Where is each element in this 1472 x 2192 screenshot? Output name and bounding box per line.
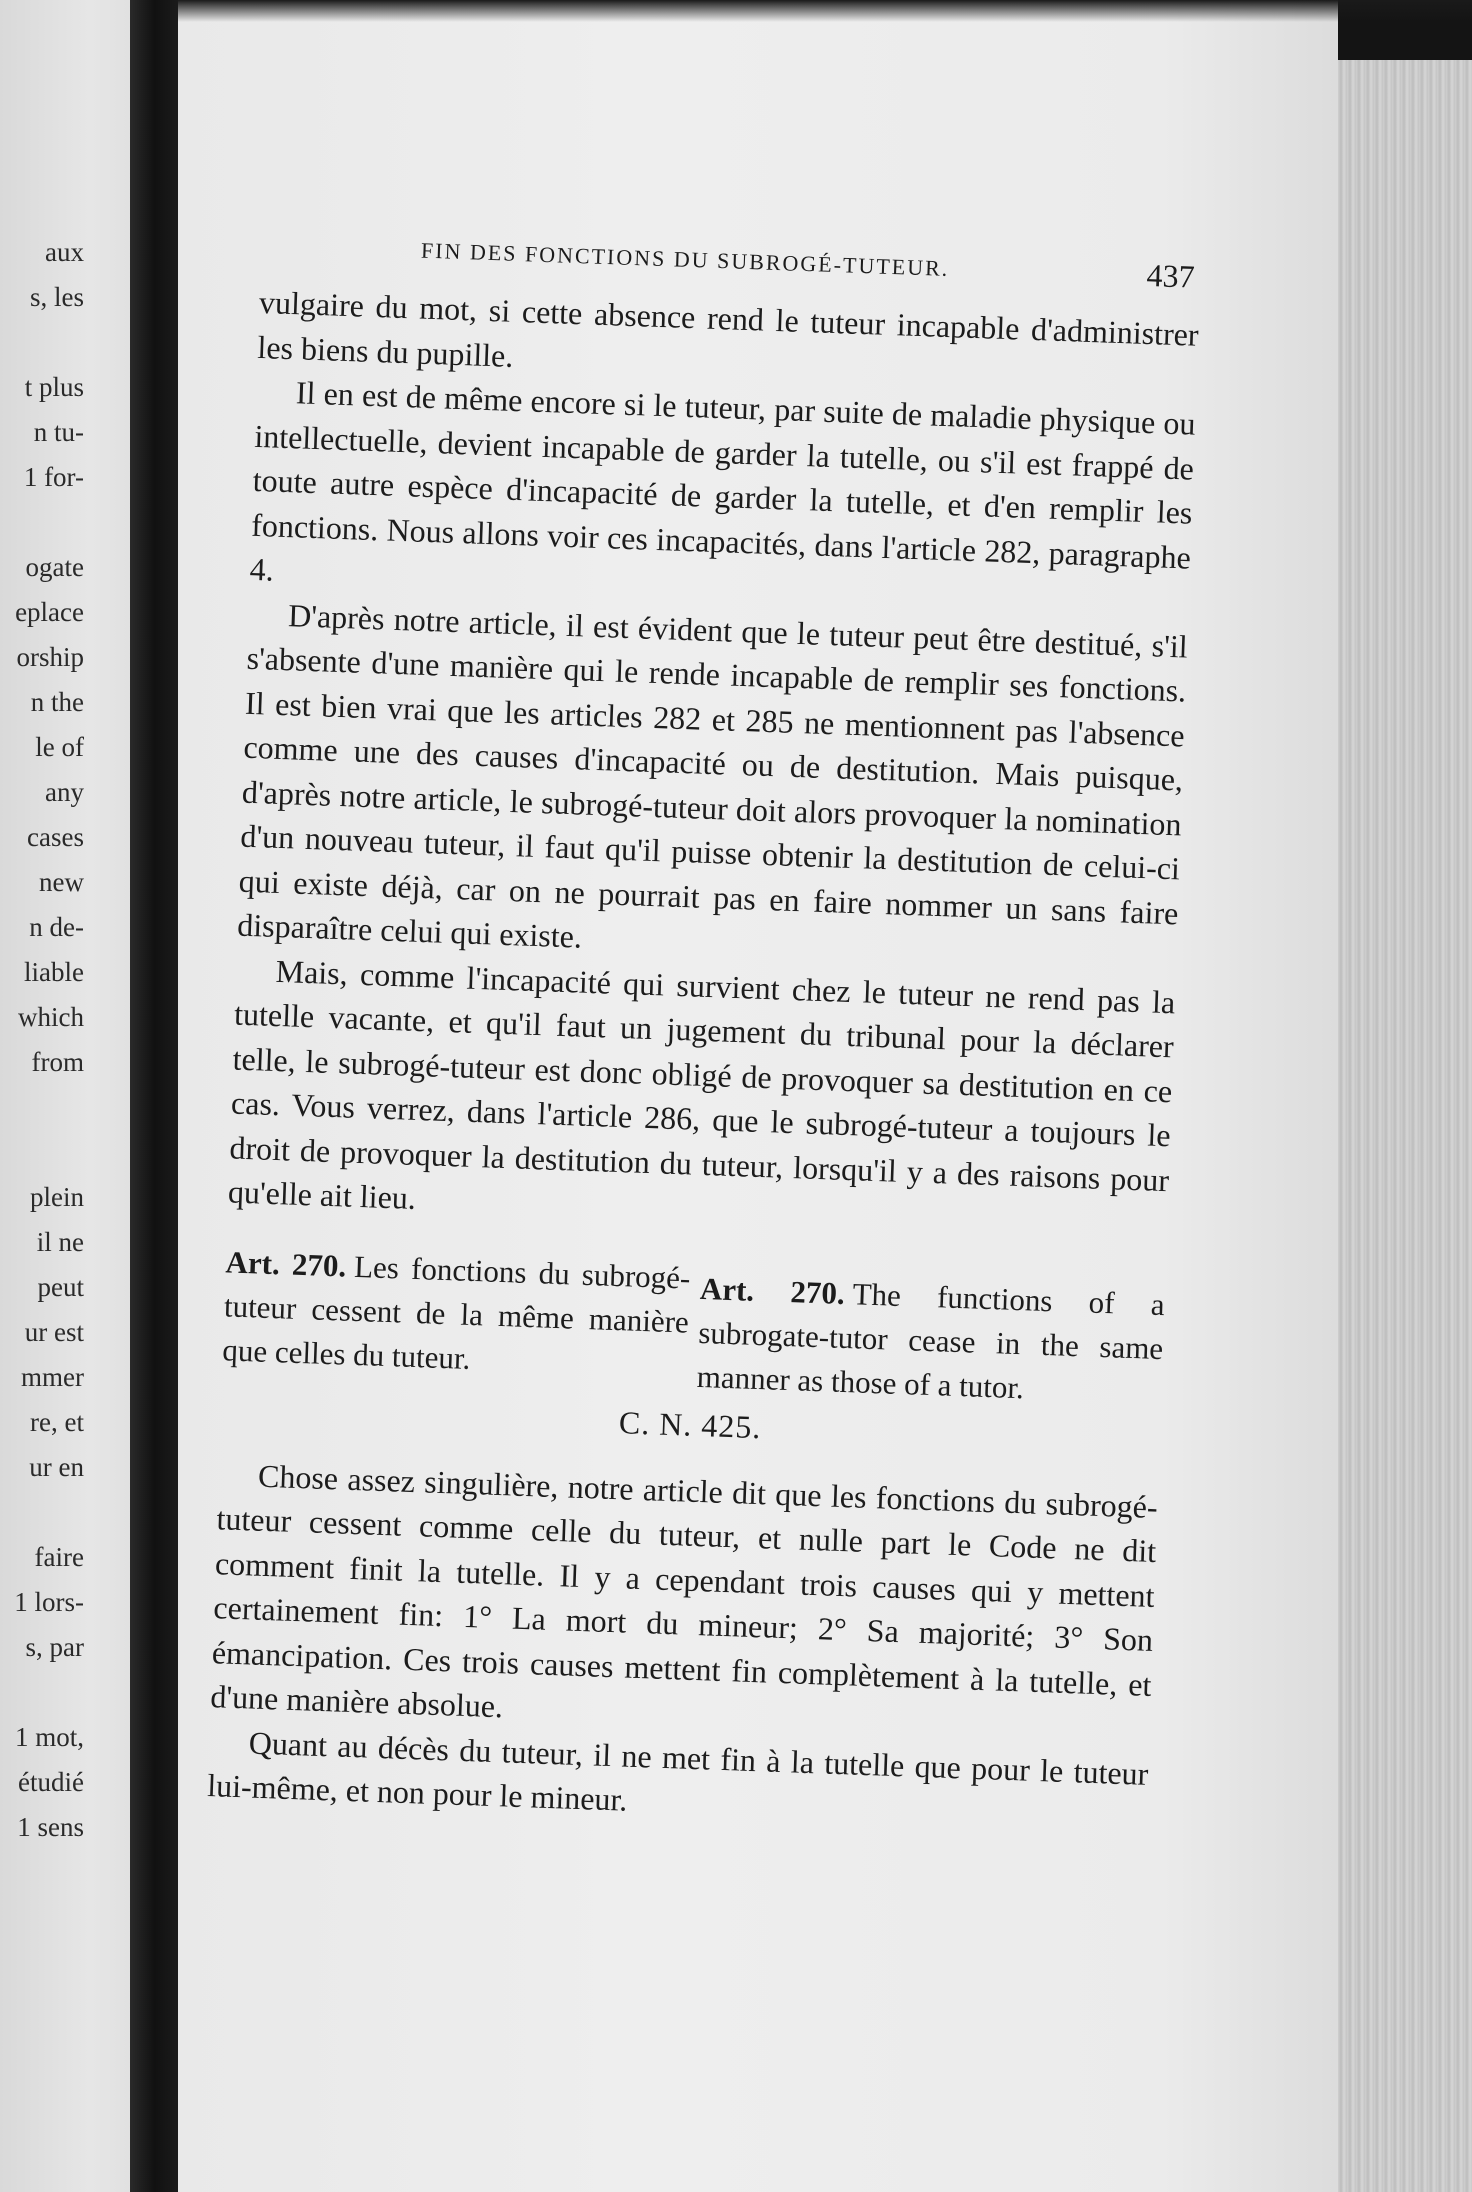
- book-gutter: [130, 0, 185, 2192]
- left-margin-line: orship: [16, 642, 84, 672]
- left-margin-line: faire: [34, 1542, 84, 1572]
- article-label-en: Art. 270.: [699, 1270, 846, 1311]
- paragraph: D'après notre article, il est évident que le tuteur peut être destitué, s'il s'absente d'une manière qui le rende incapable de remplir ses fonctions. Il est bien vrai que les articles 282 et 285 ne mentionnent pas l'absence comme une des causes d'incapacité ou de destitution. Mais puisque, d'après notre article, le subrogé-tuteur doit alors provoquer la nomination d'un nouveau tuteur, il faut qu'il puisse obtenir la destitution de celui-ci qui existe déjà, car on ne pourrait pas en faire nommer un sans faire disparaître celui qui existe.: [236, 596, 1189, 955]
- left-margin-line: which: [18, 1002, 84, 1032]
- left-margin-line: cases: [27, 822, 84, 852]
- left-margin-line: 1 for-: [23, 462, 84, 492]
- left-margin-line: [0, 500, 84, 545]
- left-margin-line: n the: [30, 687, 84, 717]
- page-edges: [1338, 60, 1472, 2192]
- left-margin-line: peut: [37, 1272, 84, 1302]
- left-page-cropped-text: [0, 230, 84, 1850]
- paragraph: Il en est de même encore si le tuteur, par suite de maladie physique ou intellectuelle, devient incapable de garder la tutelle, ou s'il est frappé de toute autre espèce d'incapacité de garder la tutelle, et d'en remplir les fonctions. Nous allons voir ces incapacités, dans l'article 282, paragraphe 4.: [249, 374, 1197, 588]
- article-columns: [221, 1240, 1165, 1415]
- left-margin-line: il ne: [36, 1227, 84, 1257]
- left-margin-line: new: [39, 867, 84, 897]
- left-margin-line: [0, 1085, 84, 1130]
- paragraph: vulgaire du mot, si cette absence rend le tuteur incapable d'administrer les biens du pupille.: [256, 283, 1200, 374]
- left-margin-line: s, par: [25, 1632, 84, 1662]
- left-margin-line: eplace: [15, 597, 84, 627]
- paragraph: Quant au décès du tuteur, il ne met fin à la tutelle que pour le tuteur lui-même, et non pour le mineur.: [206, 1723, 1149, 1818]
- page-number: 437: [1145, 256, 1196, 295]
- left-margin-line: ogate: [25, 552, 84, 582]
- code-citation: C. N. 425.: [618, 1403, 763, 1445]
- left-margin-line: étudié: [18, 1767, 84, 1797]
- left-margin-line: from: [31, 1047, 84, 1077]
- left-margin-line: re, et: [30, 1407, 84, 1437]
- article-english: [696, 1266, 1165, 1414]
- left-margin-line: [0, 1130, 84, 1175]
- left-margin-line: n de-: [29, 912, 84, 942]
- left-margin-line: ur en: [29, 1452, 84, 1482]
- left-margin-line: t plus: [24, 372, 84, 402]
- left-margin-line: [0, 320, 84, 365]
- left-margin-line: liable: [24, 957, 84, 987]
- left-margin-line: [0, 1490, 84, 1535]
- left-margin-line: mmer: [21, 1362, 84, 1392]
- left-margin-line: 1 mot,: [14, 1722, 84, 1752]
- left-margin-line: [0, 1670, 84, 1715]
- left-margin-line: aux: [45, 237, 84, 267]
- article-label-fr: Art. 270.: [225, 1243, 347, 1284]
- left-margin-line: s, les: [30, 282, 84, 312]
- paragraph: Mais, comme l'incapacité qui survient chez le tuteur ne rend pas la tutelle vacante, et qu'il faut un jugement du tribunal pour la déclarer telle, le subrogé-tuteur est donc obligé de provoquer sa destitution en ce cas. Vous verrez, dans l'article 286, que le subrogé-tuteur a toujours le droit de provoquer la destitution du tuteur, lorsqu'il y a des raisons pour qu'elle ait lieu.: [227, 952, 1176, 1216]
- running-head-title: FIN DES FONCTIONS DU SUBROGÉ-TUTEUR.: [420, 237, 950, 282]
- paragraph: Chose assez singulière, notre article dit que les fonctions du subrogé-tuteur cessent comme celle du tuteur, et nulle part le Code ne dit comment finit la tutelle. Il y a cependant trois causes qui y mettent certainement fin: 1° La mort du mineur; 2° Sa majorité; 3° Son émancipation. Ces trois causes mettent fin complètement à la tutelle, et d'une manière absolue.: [209, 1457, 1159, 1725]
- left-margin-line: plein: [30, 1182, 84, 1212]
- left-margin-line: n tu-: [33, 417, 84, 447]
- left-margin-line: ur est: [24, 1317, 84, 1347]
- left-facing-page: [0, 0, 150, 2192]
- article-french: [221, 1240, 691, 1398]
- left-margin-line: 1 lors-: [14, 1587, 84, 1617]
- top-shadow: [178, 0, 1472, 22]
- article-text-fr: Les fonctions du subrogé-tuteur cessent de la même manière que celles du tuteur.: [221, 1248, 691, 1376]
- page-content: [207, 220, 1202, 1840]
- left-margin-line: any: [45, 777, 84, 807]
- left-margin-line: 1 sens: [17, 1812, 84, 1842]
- article-text-en: The functions of a subrogate-tutor cease in the same manner as those of a tutor.: [696, 1275, 1166, 1405]
- left-margin-line: le of: [35, 732, 84, 762]
